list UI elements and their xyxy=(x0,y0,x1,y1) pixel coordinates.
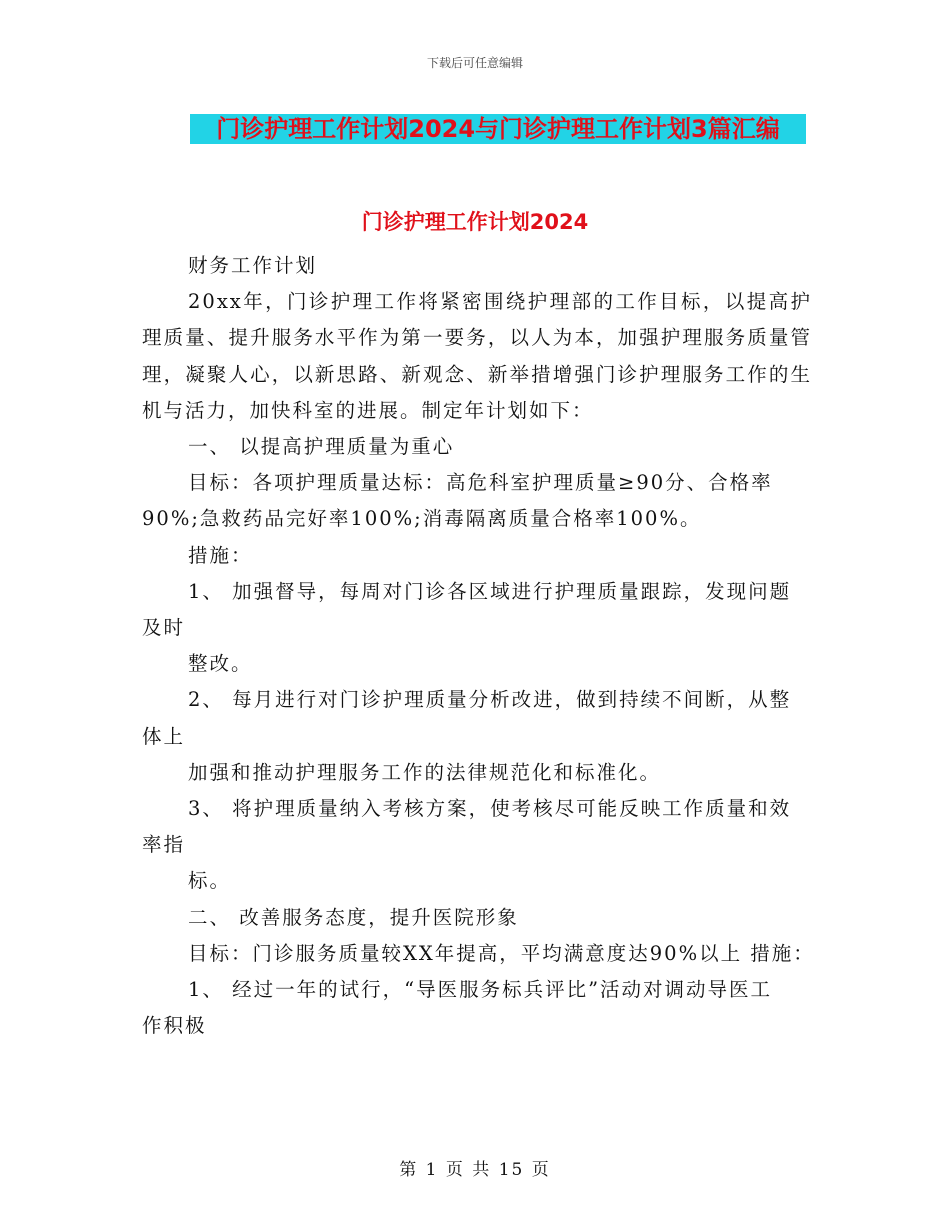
main-title: 门诊护理工作计划2024与门诊护理工作计划3篇汇编 xyxy=(190,114,806,144)
paragraph: 率指 xyxy=(142,833,186,857)
paragraph: 2、 每月进行对门诊护理质量分析改进，做到持续不间断，从整 xyxy=(188,688,792,712)
paragraph: 1、 经过一年的试行，“导医服务标兵评比”活动对调动导医工 xyxy=(188,978,773,1002)
paragraph: 20xx年，门诊护理工作将紧密围绕护理部的工作目标，以提高护理质量、提升服务水平作为第一要务，以人为本，加强护理服务质量管理，凝聚人心，以新思路、新观念、新举措增强门诊护理服务工作的生机与活力，加快科室的进展。制定年计划如下： xyxy=(142,290,812,422)
header-note: 下载后可任意编辑 xyxy=(426,56,523,70)
paragraph: 体上 xyxy=(142,724,186,748)
paragraph: 措施： xyxy=(188,543,253,567)
body-text xyxy=(142,248,815,1044)
paragraph: 作积极 xyxy=(142,1014,207,1038)
paragraph: 财务工作计划 xyxy=(188,254,318,277)
paragraph: 整改。 xyxy=(188,652,253,676)
paragraph: 及时 xyxy=(142,616,186,640)
paragraph: 1、 加强督导，每周对门诊各区域进行护理质量跟踪，发现问题 xyxy=(188,579,792,603)
paragraph: 一、 以提高护理质量为重心 xyxy=(188,435,455,459)
paragraph: 标。 xyxy=(188,869,232,893)
section-title: 门诊护理工作计划2024 xyxy=(361,210,589,234)
paragraph: 90%;急救药品完好率100%;消毒隔离质量合格率100%。 xyxy=(142,507,702,531)
paragraph: 目标：各项护理质量达标：高危科室护理质量≥90分、合格率 xyxy=(188,471,773,495)
paragraph: 加强和推动护理服务工作的法律规范化和标准化。 xyxy=(188,760,662,784)
paragraph: 3、 将护理质量纳入考核方案，使考核尽可能反映工作质量和效 xyxy=(188,797,792,821)
page-footer: 第 1 页 共 15 页 xyxy=(399,1160,551,1180)
paragraph: 目标：门诊服务质量较XX年提高，平均满意度达90%以上 措施： xyxy=(188,941,815,965)
paragraph: 二、 改善服务态度，提升医院形象 xyxy=(188,905,519,929)
